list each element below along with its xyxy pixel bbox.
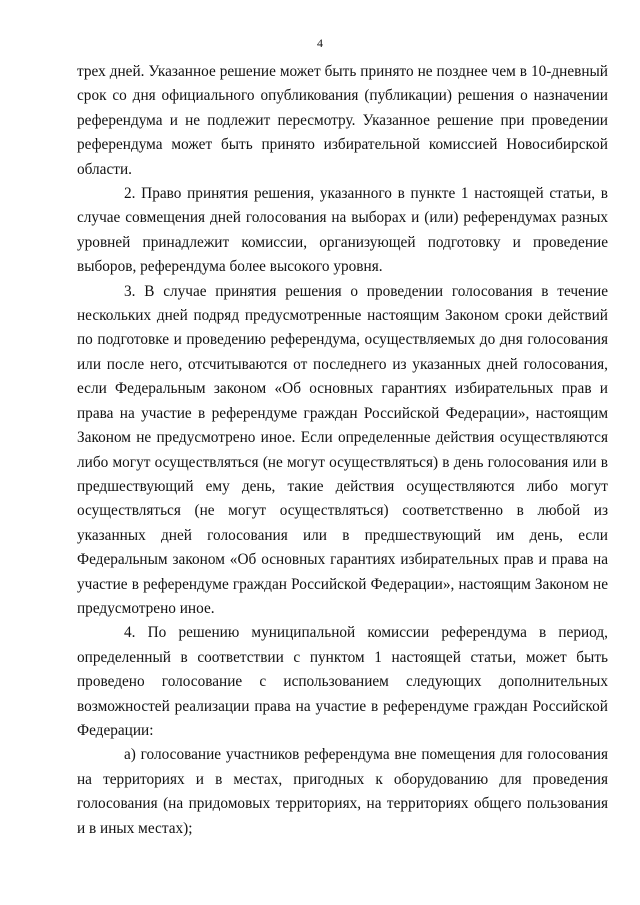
paragraph-item-4: 4. По решению муниципальной комиссии референдума в период, определенный в соответствии с пунктом 1 настоящей статьи, может быть проведено голосование с использованием следующих дополнительных возможностей реализации права на участие в референдуме граждан Российской Федерации:: [77, 624, 608, 739]
paragraph-item-2: 2. Право принятия решения, указанного в пункте 1 настоящей статьи, в случае совмещения дней голосования на выборах и (или) референдумах разных уровней принадлежит комиссии, организующей подготовку и проведение выборов, референдума более высокого уровня.: [77, 185, 608, 276]
paragraph-continued-from-previous-page: трех дней. Указанное решение может быть принято не позднее чем в 10-дневный срок со дня официального опубликования (публикации) решения о назначении референдума и не подлежит пересмотру. Указанное решение при проведении референдума может быть принято избирательной комиссией Новосибирской области.: [77, 63, 608, 178]
paragraph-subitem-a: а) голосование участников референдума вне помещения для голосования на территориях и в местах, пригодных к оборудованию для проведения голосования (на придомовых территориях, на территориях общего пользования и в иных местах);: [77, 746, 608, 837]
document-body: [77, 60, 608, 841]
page-number: 4: [317, 36, 323, 50]
paragraph-item-3: 3. В случае принятия решения о проведении голосования в течение нескольких дней подряд предусмотренные настоящим Законом сроки действий по подготовке и проведению референдума, осуществляемых до дня голосования или после него, отсчитываются от последнего из указанных дней голосования, если Федеральным законом «Об основных гарантиях избирательных прав и права на участие в референдуме граждан Российской Федерации», настоящим Законом не предусмотрено иное. Если определенные действия осуществляются либо могут осуществляться (не могут осуществляться) в день голосования или в предшествующий ему день, такие действия осуществляются либо могут осуществляться (не могут осуществляться) соответственно в любой из указанных дней голосования или в предшествующий им день, если Федеральным законом «Об основных гарантиях избирательных прав и права на участие в референдуме граждан Российской Федерации», настоящим Законом не предусмотрено иное.: [77, 282, 608, 617]
